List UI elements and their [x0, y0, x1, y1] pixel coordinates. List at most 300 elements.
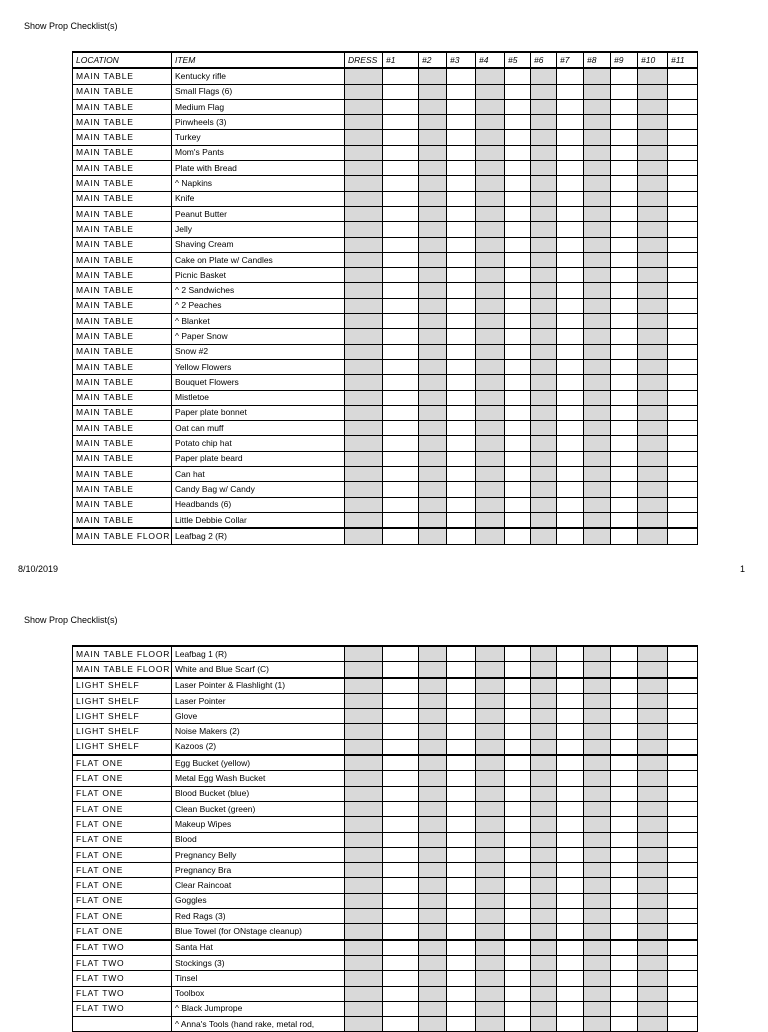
- check-cell[interactable]: [531, 191, 557, 206]
- check-cell[interactable]: [383, 863, 419, 878]
- check-cell[interactable]: [447, 161, 476, 176]
- check-cell[interactable]: [419, 786, 447, 801]
- check-cell[interactable]: [584, 646, 611, 662]
- check-cell[interactable]: [531, 421, 557, 436]
- check-cell[interactable]: [505, 924, 531, 940]
- check-cell[interactable]: [638, 298, 668, 313]
- check-cell[interactable]: [383, 755, 419, 771]
- check-cell[interactable]: [531, 176, 557, 191]
- check-cell[interactable]: [668, 940, 698, 956]
- check-cell[interactable]: [419, 237, 447, 252]
- check-cell[interactable]: [345, 436, 383, 451]
- check-cell[interactable]: [584, 436, 611, 451]
- check-cell[interactable]: [419, 528, 447, 544]
- check-cell[interactable]: [345, 1017, 383, 1032]
- check-cell[interactable]: [668, 68, 698, 84]
- check-cell[interactable]: [638, 329, 668, 344]
- check-cell[interactable]: [419, 451, 447, 466]
- check-cell[interactable]: [505, 955, 531, 970]
- check-cell[interactable]: [383, 145, 419, 160]
- check-cell[interactable]: [345, 237, 383, 252]
- check-cell[interactable]: [447, 817, 476, 832]
- check-cell[interactable]: [557, 375, 584, 390]
- check-cell[interactable]: [557, 678, 584, 694]
- check-cell[interactable]: [447, 971, 476, 986]
- check-cell[interactable]: [557, 237, 584, 252]
- check-cell[interactable]: [383, 84, 419, 99]
- check-cell[interactable]: [531, 68, 557, 84]
- check-cell[interactable]: [505, 344, 531, 359]
- check-cell[interactable]: [668, 375, 698, 390]
- check-cell[interactable]: [345, 359, 383, 374]
- check-cell[interactable]: [557, 801, 584, 816]
- check-cell[interactable]: [611, 755, 638, 771]
- check-cell[interactable]: [419, 971, 447, 986]
- check-cell[interactable]: [505, 1001, 531, 1016]
- check-cell[interactable]: [531, 646, 557, 662]
- check-cell[interactable]: [584, 314, 611, 329]
- check-cell[interactable]: [476, 115, 505, 130]
- check-cell[interactable]: [505, 436, 531, 451]
- check-cell[interactable]: [383, 359, 419, 374]
- check-cell[interactable]: [476, 786, 505, 801]
- check-cell[interactable]: [584, 252, 611, 267]
- check-cell[interactable]: [668, 191, 698, 206]
- check-cell[interactable]: [505, 451, 531, 466]
- check-cell[interactable]: [584, 1017, 611, 1032]
- check-cell[interactable]: [531, 359, 557, 374]
- check-cell[interactable]: [383, 451, 419, 466]
- check-cell[interactable]: [476, 467, 505, 482]
- check-cell[interactable]: [345, 924, 383, 940]
- check-cell[interactable]: [383, 986, 419, 1001]
- check-cell[interactable]: [584, 283, 611, 298]
- check-cell[interactable]: [584, 344, 611, 359]
- check-cell[interactable]: [419, 755, 447, 771]
- check-cell[interactable]: [345, 84, 383, 99]
- check-cell[interactable]: [531, 161, 557, 176]
- check-cell[interactable]: [557, 512, 584, 528]
- check-cell[interactable]: [668, 268, 698, 283]
- check-cell[interactable]: [476, 436, 505, 451]
- check-cell[interactable]: [383, 1017, 419, 1032]
- check-cell[interactable]: [476, 329, 505, 344]
- check-cell[interactable]: [668, 847, 698, 862]
- check-cell[interactable]: [345, 390, 383, 405]
- check-cell[interactable]: [531, 528, 557, 544]
- check-cell[interactable]: [476, 528, 505, 544]
- check-cell[interactable]: [476, 68, 505, 84]
- check-cell[interactable]: [419, 359, 447, 374]
- check-cell[interactable]: [447, 1017, 476, 1032]
- check-cell[interactable]: [557, 176, 584, 191]
- check-cell[interactable]: [505, 222, 531, 237]
- check-cell[interactable]: [638, 314, 668, 329]
- check-cell[interactable]: [447, 298, 476, 313]
- check-cell[interactable]: [476, 1017, 505, 1032]
- check-cell[interactable]: [345, 739, 383, 755]
- check-cell[interactable]: [419, 467, 447, 482]
- check-cell[interactable]: [638, 693, 668, 708]
- check-cell[interactable]: [505, 986, 531, 1001]
- check-cell[interactable]: [557, 161, 584, 176]
- check-cell[interactable]: [345, 222, 383, 237]
- check-cell[interactable]: [668, 817, 698, 832]
- check-cell[interactable]: [447, 986, 476, 1001]
- check-cell[interactable]: [447, 693, 476, 708]
- check-cell[interactable]: [505, 678, 531, 694]
- check-cell[interactable]: [476, 130, 505, 145]
- check-cell[interactable]: [476, 344, 505, 359]
- check-cell[interactable]: [419, 724, 447, 739]
- check-cell[interactable]: [611, 528, 638, 544]
- check-cell[interactable]: [476, 375, 505, 390]
- check-cell[interactable]: [611, 130, 638, 145]
- check-cell[interactable]: [611, 482, 638, 497]
- check-cell[interactable]: [447, 863, 476, 878]
- check-cell[interactable]: [668, 482, 698, 497]
- check-cell[interactable]: [447, 771, 476, 786]
- check-cell[interactable]: [557, 344, 584, 359]
- check-cell[interactable]: [531, 863, 557, 878]
- check-cell[interactable]: [584, 955, 611, 970]
- check-cell[interactable]: [638, 451, 668, 466]
- check-cell[interactable]: [345, 909, 383, 924]
- check-cell[interactable]: [557, 359, 584, 374]
- check-cell[interactable]: [476, 662, 505, 678]
- check-cell[interactable]: [611, 940, 638, 956]
- check-cell[interactable]: [557, 755, 584, 771]
- check-cell[interactable]: [447, 99, 476, 114]
- check-cell[interactable]: [476, 191, 505, 206]
- check-cell[interactable]: [447, 497, 476, 512]
- check-cell[interactable]: [447, 909, 476, 924]
- check-cell[interactable]: [345, 646, 383, 662]
- check-cell[interactable]: [419, 771, 447, 786]
- check-cell[interactable]: [557, 84, 584, 99]
- check-cell[interactable]: [383, 467, 419, 482]
- check-cell[interactable]: [531, 497, 557, 512]
- check-cell[interactable]: [345, 817, 383, 832]
- check-cell[interactable]: [638, 390, 668, 405]
- check-cell[interactable]: [638, 68, 668, 84]
- check-cell[interactable]: [505, 421, 531, 436]
- check-cell[interactable]: [557, 421, 584, 436]
- check-cell[interactable]: [668, 344, 698, 359]
- check-cell[interactable]: [611, 832, 638, 847]
- check-cell[interactable]: [419, 662, 447, 678]
- check-cell[interactable]: [383, 176, 419, 191]
- check-cell[interactable]: [557, 329, 584, 344]
- check-cell[interactable]: [638, 222, 668, 237]
- check-cell[interactable]: [447, 115, 476, 130]
- check-cell[interactable]: [531, 252, 557, 267]
- check-cell[interactable]: [419, 924, 447, 940]
- check-cell[interactable]: [584, 390, 611, 405]
- check-cell[interactable]: [638, 940, 668, 956]
- check-cell[interactable]: [638, 268, 668, 283]
- check-cell[interactable]: [476, 497, 505, 512]
- check-cell[interactable]: [638, 145, 668, 160]
- check-cell[interactable]: [584, 724, 611, 739]
- check-cell[interactable]: [383, 528, 419, 544]
- check-cell[interactable]: [638, 847, 668, 862]
- check-cell[interactable]: [505, 191, 531, 206]
- check-cell[interactable]: [447, 405, 476, 420]
- check-cell[interactable]: [531, 206, 557, 221]
- check-cell[interactable]: [505, 329, 531, 344]
- check-cell[interactable]: [611, 314, 638, 329]
- check-cell[interactable]: [638, 176, 668, 191]
- check-cell[interactable]: [476, 986, 505, 1001]
- check-cell[interactable]: [668, 145, 698, 160]
- check-cell[interactable]: [476, 678, 505, 694]
- check-cell[interactable]: [476, 847, 505, 862]
- check-cell[interactable]: [531, 709, 557, 724]
- check-cell[interactable]: [345, 678, 383, 694]
- check-cell[interactable]: [505, 375, 531, 390]
- check-cell[interactable]: [668, 878, 698, 893]
- check-cell[interactable]: [419, 497, 447, 512]
- check-cell[interactable]: [505, 878, 531, 893]
- check-cell[interactable]: [668, 421, 698, 436]
- check-cell[interactable]: [505, 817, 531, 832]
- check-cell[interactable]: [638, 646, 668, 662]
- check-cell[interactable]: [584, 99, 611, 114]
- check-cell[interactable]: [557, 528, 584, 544]
- check-cell[interactable]: [584, 771, 611, 786]
- check-cell[interactable]: [611, 693, 638, 708]
- check-cell[interactable]: [584, 482, 611, 497]
- check-cell[interactable]: [447, 786, 476, 801]
- check-cell[interactable]: [611, 344, 638, 359]
- check-cell[interactable]: [345, 298, 383, 313]
- check-cell[interactable]: [584, 817, 611, 832]
- check-cell[interactable]: [584, 405, 611, 420]
- check-cell[interactable]: [557, 662, 584, 678]
- check-cell[interactable]: [476, 724, 505, 739]
- check-cell[interactable]: [419, 940, 447, 956]
- check-cell[interactable]: [447, 283, 476, 298]
- check-cell[interactable]: [557, 909, 584, 924]
- check-cell[interactable]: [638, 893, 668, 908]
- check-cell[interactable]: [611, 678, 638, 694]
- check-cell[interactable]: [557, 252, 584, 267]
- check-cell[interactable]: [505, 161, 531, 176]
- check-cell[interactable]: [345, 191, 383, 206]
- check-cell[interactable]: [383, 191, 419, 206]
- check-cell[interactable]: [668, 99, 698, 114]
- check-cell[interactable]: [447, 84, 476, 99]
- check-cell[interactable]: [447, 1001, 476, 1016]
- check-cell[interactable]: [476, 646, 505, 662]
- check-cell[interactable]: [584, 786, 611, 801]
- check-cell[interactable]: [345, 832, 383, 847]
- check-cell[interactable]: [611, 329, 638, 344]
- check-cell[interactable]: [505, 176, 531, 191]
- check-cell[interactable]: [531, 771, 557, 786]
- check-cell[interactable]: [557, 1001, 584, 1016]
- check-cell[interactable]: [419, 739, 447, 755]
- check-cell[interactable]: [447, 467, 476, 482]
- check-cell[interactable]: [531, 909, 557, 924]
- check-cell[interactable]: [505, 283, 531, 298]
- check-cell[interactable]: [531, 724, 557, 739]
- check-cell[interactable]: [345, 786, 383, 801]
- check-cell[interactable]: [531, 512, 557, 528]
- check-cell[interactable]: [345, 528, 383, 544]
- check-cell[interactable]: [447, 955, 476, 970]
- check-cell[interactable]: [505, 863, 531, 878]
- check-cell[interactable]: [668, 739, 698, 755]
- check-cell[interactable]: [476, 451, 505, 466]
- check-cell[interactable]: [531, 832, 557, 847]
- check-cell[interactable]: [531, 375, 557, 390]
- check-cell[interactable]: [383, 709, 419, 724]
- check-cell[interactable]: [638, 755, 668, 771]
- check-cell[interactable]: [345, 482, 383, 497]
- check-cell[interactable]: [419, 832, 447, 847]
- check-cell[interactable]: [476, 971, 505, 986]
- check-cell[interactable]: [668, 314, 698, 329]
- check-cell[interactable]: [638, 344, 668, 359]
- check-cell[interactable]: [383, 786, 419, 801]
- check-cell[interactable]: [531, 283, 557, 298]
- check-cell[interactable]: [557, 497, 584, 512]
- check-cell[interactable]: [531, 924, 557, 940]
- check-cell[interactable]: [345, 161, 383, 176]
- check-cell[interactable]: [476, 222, 505, 237]
- check-cell[interactable]: [383, 206, 419, 221]
- check-cell[interactable]: [476, 268, 505, 283]
- check-cell[interactable]: [419, 709, 447, 724]
- check-cell[interactable]: [505, 1017, 531, 1032]
- check-cell[interactable]: [557, 314, 584, 329]
- check-cell[interactable]: [505, 237, 531, 252]
- check-cell[interactable]: [557, 145, 584, 160]
- check-cell[interactable]: [531, 390, 557, 405]
- check-cell[interactable]: [611, 268, 638, 283]
- check-cell[interactable]: [531, 801, 557, 816]
- check-cell[interactable]: [611, 359, 638, 374]
- check-cell[interactable]: [505, 482, 531, 497]
- check-cell[interactable]: [557, 283, 584, 298]
- check-cell[interactable]: [419, 512, 447, 528]
- check-cell[interactable]: [345, 893, 383, 908]
- check-cell[interactable]: [531, 1001, 557, 1016]
- check-cell[interactable]: [638, 130, 668, 145]
- check-cell[interactable]: [557, 115, 584, 130]
- check-cell[interactable]: [611, 375, 638, 390]
- check-cell[interactable]: [383, 817, 419, 832]
- check-cell[interactable]: [668, 863, 698, 878]
- check-cell[interactable]: [383, 130, 419, 145]
- check-cell[interactable]: [345, 709, 383, 724]
- check-cell[interactable]: [447, 222, 476, 237]
- check-cell[interactable]: [638, 971, 668, 986]
- check-cell[interactable]: [611, 646, 638, 662]
- check-cell[interactable]: [611, 817, 638, 832]
- check-cell[interactable]: [584, 497, 611, 512]
- check-cell[interactable]: [584, 893, 611, 908]
- check-cell[interactable]: [531, 482, 557, 497]
- check-cell[interactable]: [668, 646, 698, 662]
- check-cell[interactable]: [611, 863, 638, 878]
- check-cell[interactable]: [584, 832, 611, 847]
- check-cell[interactable]: [419, 298, 447, 313]
- check-cell[interactable]: [345, 940, 383, 956]
- check-cell[interactable]: [611, 222, 638, 237]
- check-cell[interactable]: [557, 405, 584, 420]
- check-cell[interactable]: [476, 909, 505, 924]
- check-cell[interactable]: [476, 145, 505, 160]
- check-cell[interactable]: [638, 955, 668, 970]
- check-cell[interactable]: [531, 662, 557, 678]
- check-cell[interactable]: [668, 252, 698, 267]
- check-cell[interactable]: [557, 693, 584, 708]
- check-cell[interactable]: [476, 693, 505, 708]
- check-cell[interactable]: [447, 512, 476, 528]
- check-cell[interactable]: [531, 344, 557, 359]
- check-cell[interactable]: [383, 344, 419, 359]
- check-cell[interactable]: [383, 832, 419, 847]
- check-cell[interactable]: [668, 84, 698, 99]
- check-cell[interactable]: [447, 375, 476, 390]
- check-cell[interactable]: [557, 191, 584, 206]
- check-cell[interactable]: [476, 314, 505, 329]
- check-cell[interactable]: [476, 709, 505, 724]
- check-cell[interactable]: [668, 115, 698, 130]
- check-cell[interactable]: [476, 893, 505, 908]
- check-cell[interactable]: [531, 405, 557, 420]
- check-cell[interactable]: [419, 955, 447, 970]
- check-cell[interactable]: [531, 940, 557, 956]
- check-cell[interactable]: [383, 847, 419, 862]
- check-cell[interactable]: [668, 359, 698, 374]
- check-cell[interactable]: [383, 268, 419, 283]
- check-cell[interactable]: [611, 115, 638, 130]
- check-cell[interactable]: [383, 482, 419, 497]
- check-cell[interactable]: [476, 940, 505, 956]
- check-cell[interactable]: [584, 237, 611, 252]
- check-cell[interactable]: [505, 724, 531, 739]
- check-cell[interactable]: [345, 115, 383, 130]
- check-cell[interactable]: [584, 84, 611, 99]
- check-cell[interactable]: [611, 739, 638, 755]
- check-cell[interactable]: [419, 161, 447, 176]
- check-cell[interactable]: [584, 451, 611, 466]
- check-cell[interactable]: [668, 801, 698, 816]
- check-cell[interactable]: [505, 467, 531, 482]
- check-cell[interactable]: [505, 298, 531, 313]
- check-cell[interactable]: [611, 206, 638, 221]
- check-cell[interactable]: [638, 283, 668, 298]
- check-cell[interactable]: [584, 940, 611, 956]
- check-cell[interactable]: [531, 436, 557, 451]
- check-cell[interactable]: [447, 268, 476, 283]
- check-cell[interactable]: [345, 283, 383, 298]
- check-cell[interactable]: [611, 512, 638, 528]
- check-cell[interactable]: [383, 252, 419, 267]
- check-cell[interactable]: [668, 283, 698, 298]
- check-cell[interactable]: [557, 724, 584, 739]
- check-cell[interactable]: [419, 314, 447, 329]
- check-cell[interactable]: [557, 940, 584, 956]
- check-cell[interactable]: [476, 771, 505, 786]
- check-cell[interactable]: [638, 1017, 668, 1032]
- check-cell[interactable]: [584, 847, 611, 862]
- check-cell[interactable]: [447, 329, 476, 344]
